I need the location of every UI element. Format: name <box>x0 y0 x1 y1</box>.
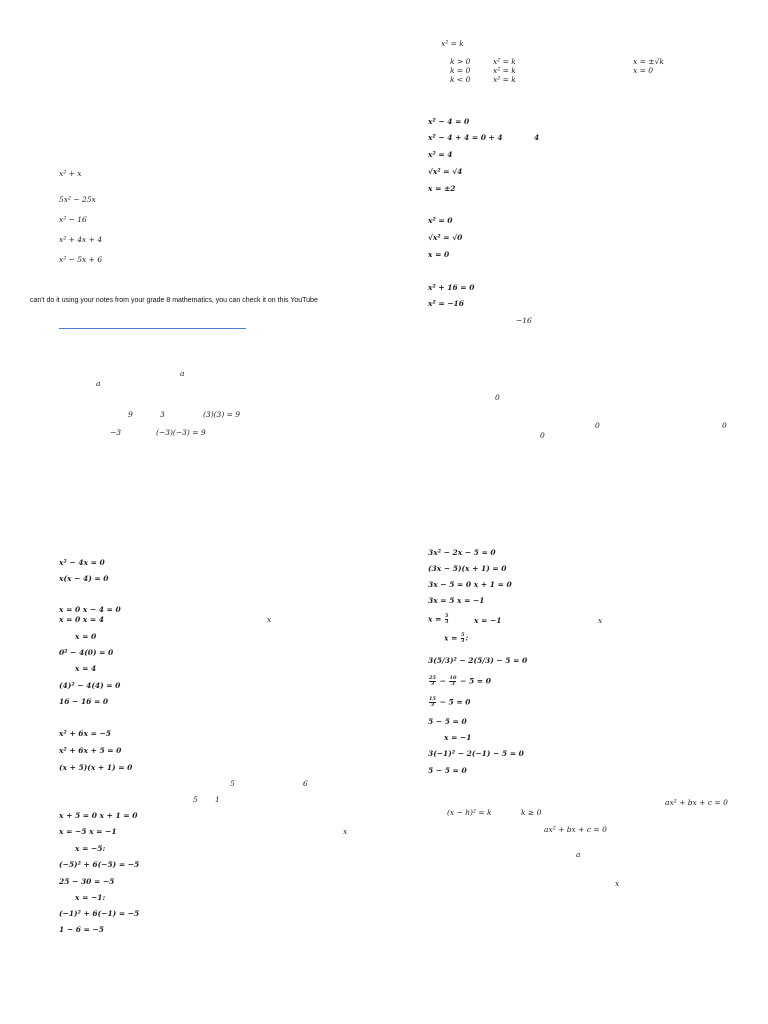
zero-label: 0 <box>595 421 600 430</box>
ex3-frac-line: x = $\frac{5}{3}$ <box>428 613 449 625</box>
example-b-line: √x² = √0 <box>428 233 463 242</box>
ex1-line: x(x − 4) = 0 <box>59 574 109 583</box>
expression-item: x² + 4x + 4 <box>59 235 103 244</box>
ex3-check: $\frac{25}{3}$ − $\frac{10}{3}$ − 5 = 0 <box>429 675 491 687</box>
sq-note-a: a <box>96 379 101 388</box>
ex1-line: x² − 4x = 0 <box>59 558 105 567</box>
ex3-frac-right: x = −1 <box>474 616 502 625</box>
case-eq-1: x² = k <box>493 57 516 66</box>
ex2-check: (−1)² + 6(−1) = −5 <box>59 909 140 918</box>
ex3-check: $\frac{15}{3}$ − 5 = 0 <box>429 696 471 708</box>
example-a-note: 4 <box>534 133 540 142</box>
ex2-number: 6 <box>303 779 308 788</box>
sq-note-a: a <box>180 369 185 378</box>
case-cond-2: k = 0 <box>450 66 471 75</box>
sq-note-three: 3 <box>160 410 165 419</box>
ex1-check: 16 − 16 = 0 <box>59 697 109 706</box>
expression-item: x² − 16 <box>59 215 87 224</box>
sq-note-neg3: −3 <box>110 428 122 437</box>
note-x: x <box>615 879 620 888</box>
ex1-check: 0² − 4(0) = 0 <box>59 648 114 657</box>
expression-item: x² + x <box>59 169 82 178</box>
ex3-line: (3x − 5)(x + 1) = 0 <box>428 564 507 573</box>
std-form-2: ax² + bx + c = 0 <box>544 825 607 834</box>
ex1-roots: x = 0 x − 4 = 0 <box>59 605 121 614</box>
ex3-line: 3x − 5 = 0 x + 1 = 0 <box>428 580 512 589</box>
ex2-roots: x + 5 = 0 x + 1 = 0 <box>59 811 138 820</box>
expression-item: 5x² − 25x <box>59 195 96 204</box>
ex3-check-label: x = $\frac{5}{3}$ : <box>444 632 469 644</box>
youtube-link[interactable] <box>59 328 246 329</box>
youtube-text: can't do it using your notes from your grade 8 mathematics, you can check it on this YouTube <box>30 297 318 304</box>
ex2-line: x² + 6x + 5 = 0 <box>59 746 122 755</box>
note-a: a <box>576 850 581 859</box>
ex3-check: 5 − 5 = 0 <box>428 766 467 775</box>
example-a-line: x = ±2 <box>428 184 456 193</box>
ex2-check: x = −1: <box>75 893 106 902</box>
expression-item: x² − 5x + 6 <box>59 255 103 264</box>
example-a-line: x² − 4 = 0 <box>428 117 470 126</box>
example-c-line: x² = −16 <box>428 299 464 308</box>
ex1-check: x = 4 <box>75 664 97 673</box>
zero-label: 0 <box>540 431 545 440</box>
case-eq-3: x² = k <box>493 75 516 84</box>
ex2-check: 25 − 30 = −5 <box>59 877 115 886</box>
ex3-line: 3x² − 2x − 5 = 0 <box>428 548 496 557</box>
ex1-roots: x = 0 x = 4 <box>59 615 105 624</box>
example-a-line: √x² = √4 <box>428 167 463 176</box>
zero-label: 0 <box>495 393 500 402</box>
ex3-check: 3(5/3)² − 2(5/3) − 5 = 0 <box>428 656 528 665</box>
example-c-note: −16 <box>516 316 532 325</box>
case-cond-3: k < 0 <box>450 75 471 84</box>
example-b-line: x = 0 <box>428 250 450 259</box>
std-form: ax² + bx + c = 0 <box>665 798 728 807</box>
ex2-check: 1 − 6 = −5 <box>59 925 104 934</box>
sq-note-pos: (3)(3) = 9 <box>203 410 241 419</box>
sq-note-nine: 9 <box>128 410 133 419</box>
ex2-number: 1 <box>215 795 220 804</box>
example-b-line: x² = 0 <box>428 216 453 225</box>
ex2-number: 5 <box>230 779 235 788</box>
ex2-roots: x = −5 x = −1 <box>59 827 117 836</box>
ex3-check: 5 − 5 = 0 <box>428 717 467 726</box>
example-c-line: x² + 16 = 0 <box>428 283 475 292</box>
ex1-x-note: x <box>267 615 272 624</box>
ex2-number: 5 <box>193 795 198 804</box>
case-cond-1: k > 0 <box>450 57 471 66</box>
zero-label: 0 <box>722 421 727 430</box>
ex2-line: (x + 5)(x + 1) = 0 <box>59 763 133 772</box>
vertex-form: (x − h)² = k <box>447 808 492 817</box>
example-a-line: x² = 4 <box>428 150 453 159</box>
example-a-line: x² − 4 + 4 = 0 + 4 <box>428 133 503 142</box>
ex1-check: x = 0 <box>75 632 97 641</box>
ex3-check: 3(−1)² − 2(−1) − 5 = 0 <box>428 749 524 758</box>
ex1-check: (4)² − 4(4) = 0 <box>59 681 121 690</box>
ex2-check: x = −5: <box>75 844 106 853</box>
ex2-line: x² + 6x = −5 <box>59 729 111 738</box>
general-equation: x² = k <box>441 39 464 48</box>
case-eq-2: x² = k <box>493 66 516 75</box>
case-result-2: x = 0 <box>633 66 654 75</box>
ex3-x-note: x <box>598 616 603 625</box>
k-condition: k ≥ 0 <box>521 808 542 817</box>
ex2-x-note: x <box>343 827 348 836</box>
ex2-check: (−5)² + 6(−5) = −5 <box>59 860 140 869</box>
case-result-1: x = ±√k <box>633 57 664 66</box>
ex3-check: x = −1 <box>444 733 472 742</box>
ex3-line: 3x = 5 x = −1 <box>428 596 485 605</box>
sq-note-neg: (−3)(−3) = 9 <box>156 428 206 437</box>
